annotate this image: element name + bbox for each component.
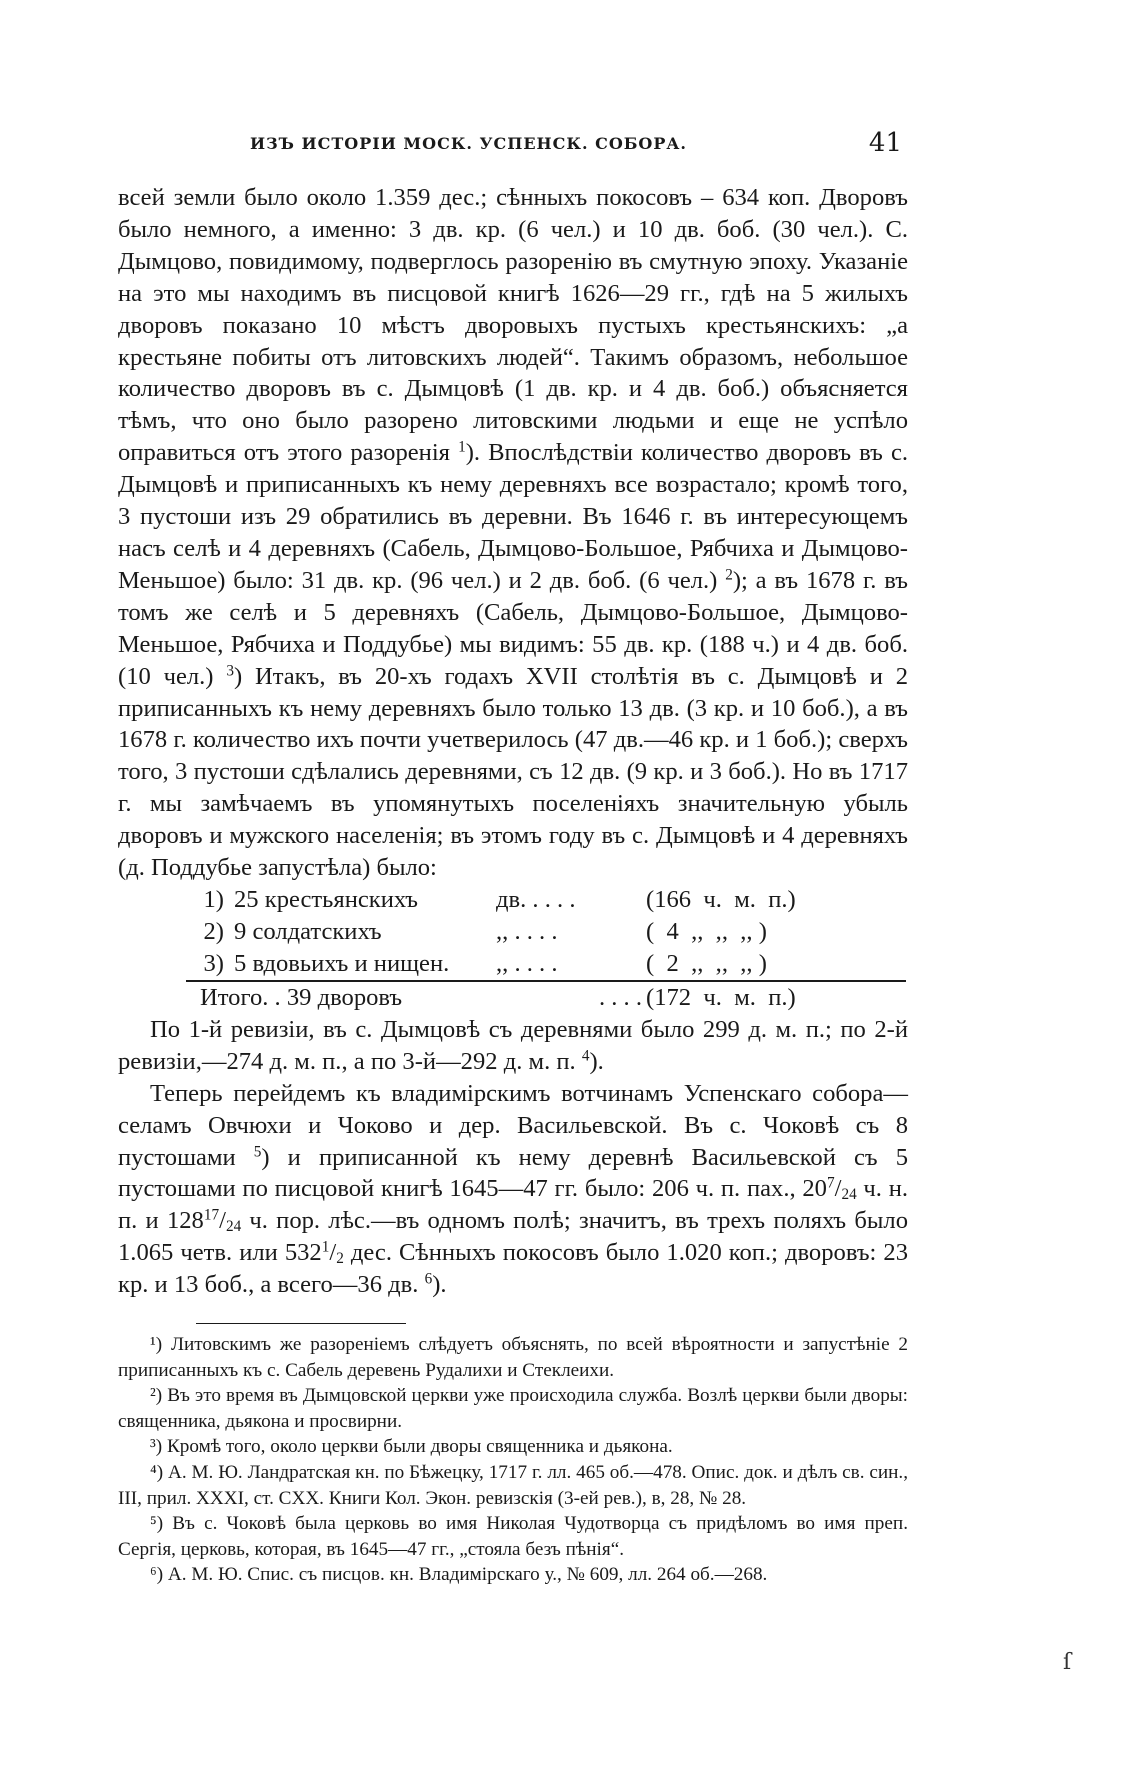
fraction-denominator: 24 [225,1218,242,1236]
footnote-1 [118,1332,908,1383]
paragraph-1-text-d: ) Итакъ, въ 20-хъ годахъ XVII столѣтія въ с. Дымцовѣ и 2 приписанныхъ къ нему деревняхъ было только 13 дв. (3 кр. и 10 боб.), а въ 1678 г. количество ихъ почти учетверилось (47 дв.—46 кр. и 1 боб.); сверхъ того, 3 пустоши сдѣлались деревнями, съ 12 дв. (9 кр. и 3 боб.). Но въ 1717 г. мы замѣчаемъ въ упомянутыхъ поселеніяхъ значительную убыль дворовъ и мужского населенія; въ этомъ году въ с. Дымцовѣ и 4 деревняхъ (д. Поддубье запустѣла) было: [118,662,908,882]
paragraph-1-text-a: всей земли было около 1.359 дес.; сѣнныхъ покосовъ – 634 коп. Дворовъ было немного, а именно: 3 дв. кр. (6 чел.) и 10 дв. боб. (30 чел.). С. Дымцово, повидимому, подверглось разоренію въ смутную эпоху. Указаніе на это мы находимъ въ писцовой книгѣ 1626—29 гг., гдѣ на 5 жилыхъ дворовъ показано 10 мѣстъ дворовыхъ пустыхъ крестьянскихъ: „а крестьяне побиты отъ литовскихъ людей“. Такимъ образомъ, небольшое количество дворовъ въ с. Дымцовѣ (1 дв. кр. и 4 дв. боб.) объясняется тѣмъ, что оно было разорено литовскими людьми и еще не успѣло оправиться отъ этого разоренія [118,184,908,467]
footnote-ref-6: 6 [424,1270,433,1288]
total-label: Итого. . 39 дворовъ [200,984,403,1012]
fraction-denominator: 24 [841,1186,857,1204]
running-head: ИЗЪ ИСТОРІИ МОСК. УСПЕНСК. СОБОРА. [250,134,687,153]
paragraph-2 [118,1014,908,1078]
row-number: 3) [186,948,234,981]
paragraph-1-text-b: ). Впослѣдствіи количество дворовъ въ с. Дымцовѣ и приписанныхъ къ нему деревняхъ все возрастало; кромѣ того, 3 пустоши изъ 29 обратились въ деревни. Въ 1646 г. въ интересующемъ насъ селѣ и 4 деревняхъ (Сабель, Дымцово-Большое, Рябчиха и Дымцово-Меньшое) было: 31 дв. кр. (96 чел.) и 2 дв. боб. (6 чел.) [118,439,909,594]
footnote-mark: ⁶) [150,1564,164,1586]
row-label: 9 солдатскихъ [234,918,382,946]
fraction-17-24: $^{17}/_{24}$ [203,1207,242,1236]
total-unit: . . . . [598,984,642,1012]
fraction-7-24: $^7/_{24}$ [826,1175,857,1204]
paragraph-3-text-f: ). [432,1271,447,1299]
book-page [118,128,908,1588]
fraction-denominator: 2 [336,1250,344,1268]
footnote-2 [118,1383,908,1434]
footnote-mark: ⁴) [150,1462,164,1484]
main-text [118,182,908,1301]
footnote-divider [196,1323,406,1324]
paragraph-1 [118,182,908,884]
fraction-numerator: 7 [826,1175,835,1193]
paragraph-3-text-d: ч. пор. лѣс.—въ одномъ полѣ; значитъ, въ трехъ поляхъ было 1.065 четв. или 532 [118,1207,908,1267]
row-unit: ,, . . . . [496,918,558,946]
table-row [186,916,906,948]
footnote-4 [118,1460,908,1511]
page-header [118,128,908,168]
row-label: 5 вдовьихъ и нищен. [234,948,496,981]
fraction-1-2: $^1/_2$ [321,1238,344,1268]
census-table [186,884,906,1014]
footnote-ref-5: 5 [253,1143,262,1161]
footnote-ref-1: 1 [458,438,466,456]
footnote-mark: ²) [150,1385,163,1407]
footnote-ref-3: 3 [226,662,234,680]
table-row [186,884,906,916]
footnote-text: Въ с. Чоковѣ была церковь во имя Николая Чудотворца съ придѣломъ во имя преп. Сергія, церковь, которая, въ 1645—47 гг., „стояла безъ пѣнія“. [118,1513,908,1560]
paragraph-3-text-c: ч. н. п. и 128 [118,1175,908,1235]
footnote-ref-2: 2 [725,566,733,584]
paragraph-3-text-b: ) и приписанной къ нему деревнѣ Васильевской съ 5 пустошами по писцовой книгѣ 1645—47 гг. было: 206 ч. п. пах., 20 [118,1143,908,1203]
footnote-text: Въ это время въ Дымцовской церкви уже происходила служба. Возлѣ церкви были дворы: священника, дьякона и просвирни. [118,1385,909,1432]
row-stat: ( 2 ,, ,, ,, ) [646,948,906,981]
paragraph-2-text-a: По 1-й ревизіи, въ с. Дымцовѣ съ деревнями было 299 д. м. п.; по 2-й ревизіи,—274 д. м. п., а по 3-й—292 д. м. п. [118,1015,908,1075]
row-unit: дв. . . . . [496,886,576,914]
margin-mark: ſ [1063,1650,1072,1675]
fraction-numerator: 17 [203,1207,220,1224]
footnotes [118,1332,908,1588]
footnote-3 [118,1434,908,1460]
footnote-text: А. М. Ю. Спис. съ писцов. кн. Владимірскаго у., № 609, лл. 264 об.—268. [167,1564,768,1586]
paragraph-2-text-b: ). [589,1047,604,1075]
footnote-mark: ¹) [150,1334,163,1356]
fraction-numerator: 1 [321,1238,330,1256]
paragraph-1-text-c: ); а въ 1678 г. въ томъ же селѣ и 5 деревняхъ (Сабель, Дымцово-Большое, Дымцово-Меньшое, Рябчиха и Поддубье) мы видимъ: 55 дв. кр. (188 ч.) и 4 дв. боб. (10 чел.) [118,566,908,690]
paragraph-3-text-a: Теперь перейдемъ къ владимірскимъ вотчинамъ Успенскаго собора—селамъ Овчюхи и Чоково и дер. Васильевской. Въ с. Чоковѣ съ 8 пустошами [118,1079,908,1171]
page-number: 41 [868,128,902,158]
row-stat: (166 ч. м. п.) [646,886,796,914]
paragraph-3-text-e: дес. Сѣнныхъ покосовъ было 1.020 коп.; дворовъ: 23 кр. и 13 боб., а всего—36 дв. [118,1239,908,1299]
row-number: 1) [203,886,224,914]
footnote-text: А. М. Ю. Ландратская кн. по Бѣжецку, 1717 г. лл. 465 об.—478. Опис. док. и дѣлъ св. син., III, прил. XXXI, ст. CXX. Книги Кол. Экон. ревизскія (3-ей рев.), в, 28, № 28. [118,1462,909,1509]
footnote-text: Литовскимъ же разореніемъ слѣдуетъ объяснять, по всей вѣроятности и запустѣніе 2 приписанныхъ къ с. Сабель деревень Рудалихи и Стеклеихи. [118,1334,908,1381]
footnote-mark: ³) [150,1436,163,1458]
row-label: 25 крестьянскихъ [234,886,418,914]
total-stat: (172 ч. м. п.) [646,984,796,1012]
footnote-text: Кромѣ того, около церкви были дворы священника и дьякона. [166,1436,673,1458]
footnote-5 [118,1511,908,1562]
footnote-6 [118,1562,908,1588]
paragraph-3 [118,1078,908,1301]
table-total-row [186,981,906,1014]
row-stat: ( 4 ,, ,, ,, ) [646,918,767,946]
footnote-ref-4: 4 [581,1047,590,1065]
footnote-mark: ⁵) [150,1513,164,1535]
table-row [186,948,906,981]
row-number: 2) [203,918,224,946]
row-unit: ,, . . . . [496,948,646,981]
